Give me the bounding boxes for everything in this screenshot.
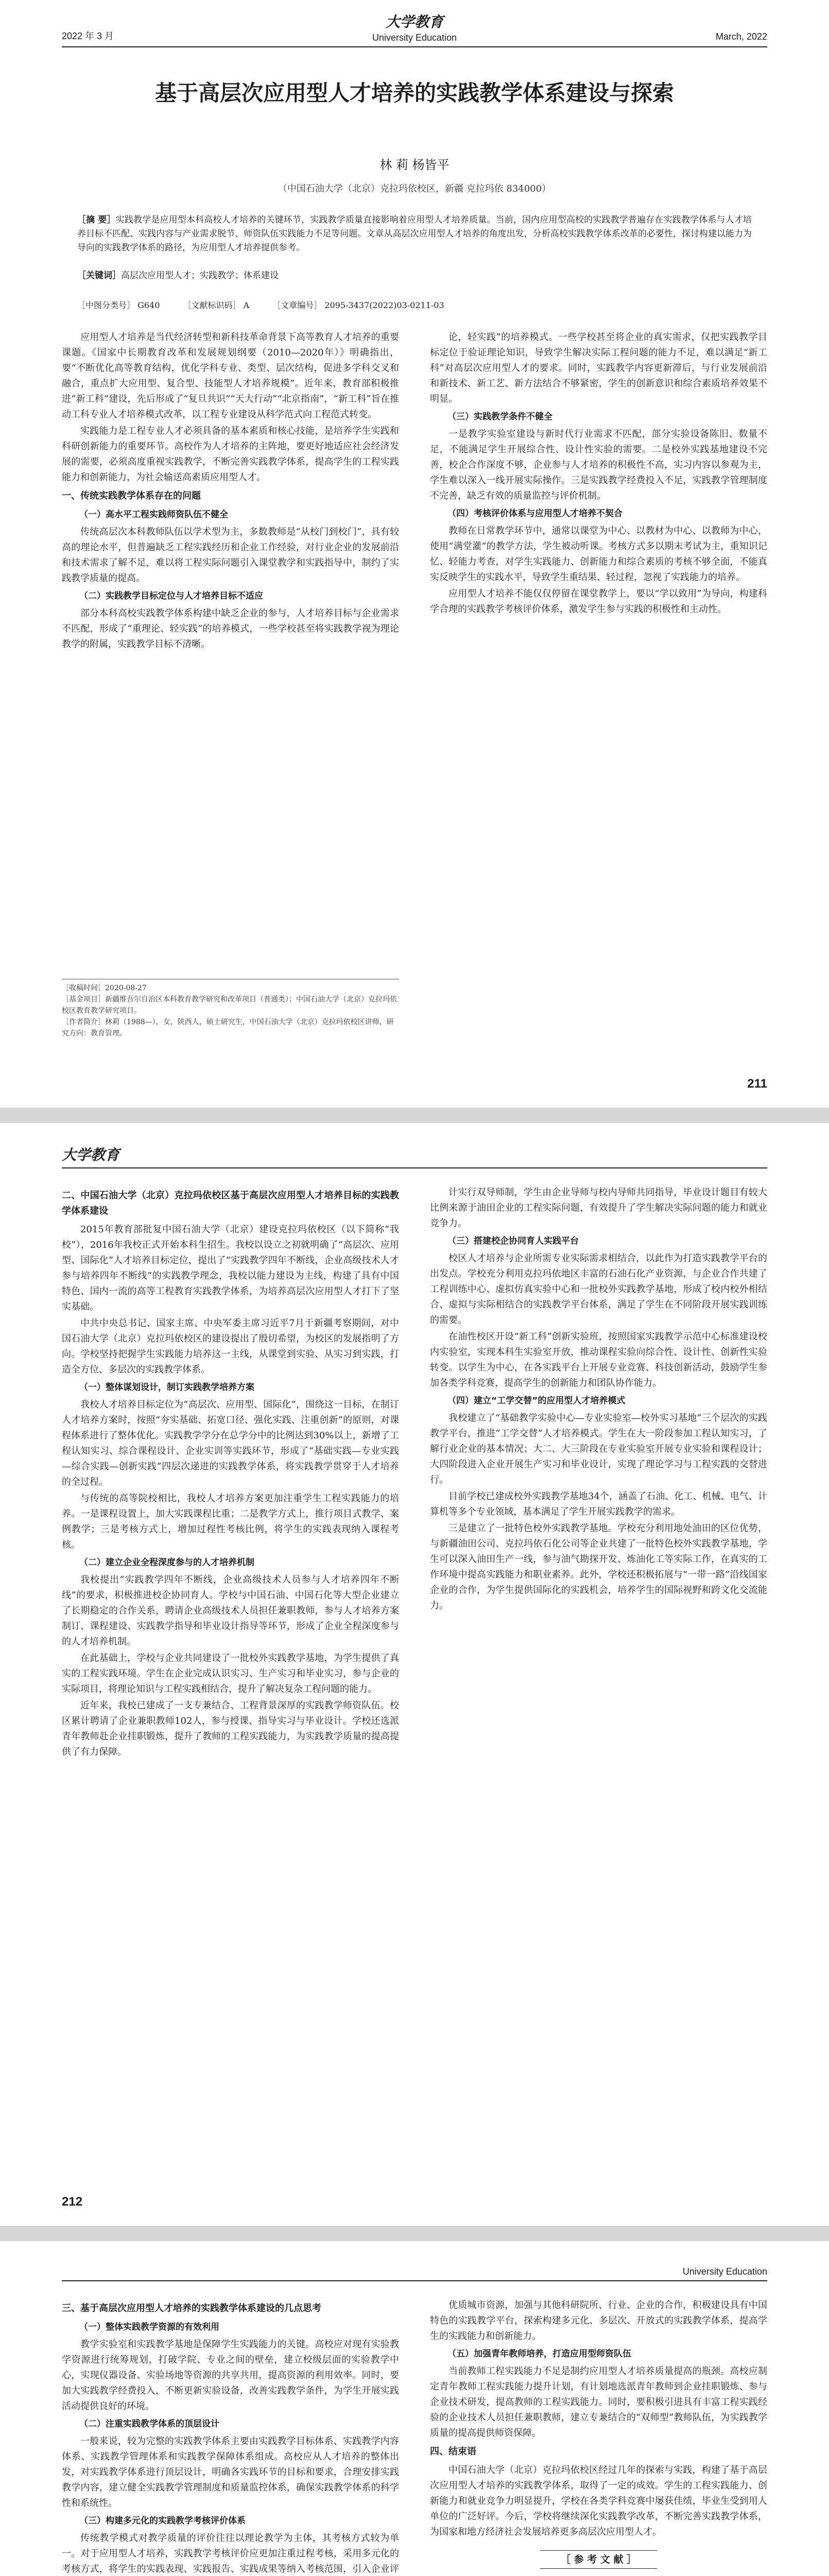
subsection-heading: （一）高水平工程实践师资队伍不健全 (79, 510, 228, 520)
running-header (62, 2256, 767, 2281)
references-heading: ［ 参 考 文 献 ］ (430, 2550, 767, 2569)
paragraph: 计实行双导师制，学生由企业导师与校内导师共同指导，毕业设计题目有较大比例来源于油田企业的工程实际问题，有效提升了学生解决实际问题的能力和就业竞争力。 (430, 1187, 767, 1229)
paragraph: 当前教师工程实践能力不足是制约应用型人才培养质量提高的瓶颈。高校应制定青年教师工程实践能力提升计划，有计划地选派青年教师到企业挂职锻炼、参与企业技术研发，提高教师的工程实践能力。同时，要积极引进具有丰富工程实践经验的企业技术人员担任兼职教师，建立专兼结合的“双师型”教师队伍，为实践教学质量的提高提供师资保障。 (430, 2366, 767, 2438)
abstract (77, 213, 752, 255)
paragraph: 在油性校区开设“新工科”创新实验班，按照国家实践教学示范中心标准建设校内实验室，实现本科生实验室开放，推动课程实验向综合性、设计性、创新性实验转变。以学生为中心，在各实践平台上开展专业竞赛、科技创新活动，鼓励学生参加各类学科竞赛，提高学生的创新能力和团队协作能力。 (430, 1331, 767, 1388)
page-number: 212 (62, 2195, 83, 2209)
section-heading: 一、传统实践教学体系存在的问题 (62, 490, 201, 501)
subsection-heading: （四）考核评价体系与应用型人才培养不契合 (447, 509, 623, 519)
abstract-label: ［摘 要］ (77, 215, 116, 225)
reference-item (430, 2574, 767, 2576)
doc-code: ［文献标识码］ A (183, 300, 250, 310)
paragraph: 优质城市资源，加强与其他科研院所、行业、企业的合作，积极建设具有中国特色的实践教学平台，探索构建多元化、多层次、开放式的实践教学体系，提高学生的实践能力和创新能力。 (430, 2300, 767, 2342)
journal-logo: 大学教育 (385, 13, 443, 30)
subsection-heading: （二）注重实践教学体系的顶层设计 (79, 2419, 219, 2429)
paragraph: 一般来说，较为完整的实践教学体系主要由实践教学目标体系、实践教学内容体系、实践教学管理体系和实践教学保障体系组成。高校应从人才培养的整体出发，对实践教学体系进行顶层设计，明确各实践环节的目标和要求，合理安排实践教学内容，建立健全实践教学管理制度和质量监控体系，确保实践教学体系的科学性和系统性。 (62, 2436, 399, 2509)
keywords-label: ［关键词］ (77, 270, 121, 281)
paragraph: 部分本科高校实践教学体系构建中缺乏企业的参与，人才培养目标与企业需求不匹配，形成了“重理论、轻实践”的培养模式，一些学校甚至将实践教学视为理论教学的附属，实践教学目标不清晰。 (62, 608, 399, 650)
body-column-left (62, 1185, 399, 1761)
running-header (62, 14, 767, 47)
paragraph: 中共中央总书记、国家主席、中央军委主席习近平7月于新疆考察期间，对中国石油大学（北京）克拉玛依校区的建设提出了殷切希望，为校区的发展指明了方向。学校坚持把握学生实践能力培养这一主线，从课堂到实验、从实习到实践，打造全方位、多层次的实践教学体系。 (62, 1318, 399, 1375)
paragraph: 与传统的高等院校相比，我校人才培养方案更加注重学生工程实践能力的培养。一是课程设置上，加大实践课程比重；二是教学方式上，推行项目式教学、案例教学；三是考核方式上，增加过程性考核比例，将学生的实践表现纳入课程考核。 (62, 1493, 399, 1550)
journal-name-en: University Education (682, 2266, 767, 2277)
paragraph: 我校提出“实践教学四年不断线，企业高级技术人员参与人才培养四年不断线”的要求，积极推进校企协同育人。学校与中国石油、中国石化等大型企业建立了长期稳定的合作关系，聘请企业高级技术人员担任兼职教师，参与人才培养方案制订、课程建设、实践教学指导和毕业设计指导等环节，形成了企业全程深度参与的人才培养机制。 (62, 1574, 399, 1647)
article-authors: 林 莉 杨皆平 (379, 158, 450, 172)
paragraph: 在此基础上，学校与企业共同建设了一批校外实践教学基地，为学生提供了真实的工程实践环境。学生在企业完成认识实习、生产实习和毕业实习，参与企业的实际项目，将理论知识与工程实践相结合，提升了解决复杂工程问题的能力。 (62, 1653, 399, 1694)
body-column-right (430, 2298, 767, 2576)
clc-number: ［中图分类号］ G640 (77, 300, 160, 310)
article-id: ［文章编号］ 2095-3437(2022)03-0211-03 (272, 300, 444, 310)
page-number: 211 (747, 1077, 767, 1091)
subsection-heading: （五）加强青年教师培养，打造应用型师资队伍 (447, 2349, 631, 2359)
page-212 (0, 1123, 829, 2226)
body-column-right-text (430, 2298, 767, 2540)
subsection-heading: （二）实践教学目标定位与人才培养目标不适应 (79, 591, 263, 601)
subsection-heading: （二）建立企业全程深度参与的人才培养机制 (79, 1557, 254, 1568)
paragraph: 2015年教育部批复中国石油大学（北京）建设克拉玛依校区（以下简称“我校”），2016年我校正式开始本科生招生。我校以设立之初就明确了“高层次、应用型、国际化”人才培养目标定位，提出了“实践教学四年不断线，企业高级技术人才参与培养四年不断线”的实践教学理念，我校以能力建设为主线，构建了具有中国特色、国内一流的高等工程教育实践教学体系，为培养高层次应用型人才打下了坚实基础。 (62, 1224, 399, 1312)
footnote-line: ［作者简介］林莉（1988—），女，陕西人，硕士研究生，中国石油大学（北京）克拉玛依校区讲师，研究方向：教育管理。 (62, 1018, 394, 1038)
paragraph: 我校人才培养目标定位为“高层次、应用型、国际化”，围绕这一目标，在制订人才培养方案时，按照“夯实基础、拓宽口径、强化实践、注重创新”的原则，对课程体系进行了整体优化。实践教学学分在总学分中的比例达到30%以上，新增了工程认知实习、综合课程设计、企业实训等实践环节，形成了“基础实践—专业实践—综合实践—创新实践”四层次递进的实践教学体系，将实践教学贯穿于人才培养的全过程。 (62, 1399, 399, 1487)
page-211 (0, 0, 829, 1108)
subsection-heading: （三）构建多元化的实践教学考核评价体系 (79, 2516, 246, 2526)
article-title: 基于高层次应用型人才培养的实践教学体系建设与探索 (154, 80, 674, 106)
section-heading: 三、基于高层次应用型人才培养的实践教学体系建设的几点思考 (62, 2303, 321, 2314)
abstract-text: 实践教学是应用型本科高校人才培养的关键环节，实践教学质量直接影响着应用型人才培养质量。当前，国内应用型高校的实践教学普遍存在实践教学体系与人才培养目标不匹配、实践内容与产业需求脱节、师资队伍实践能力不足等问题。文章从高层次应用型人才培养的角度出发，分析高校实践教学体系改革的必要性，探讨构建以能力为导向的实践教学体系的路径，为应用型人才培养提供参考。 (77, 215, 752, 253)
journal-logo: 大学教育 (62, 1146, 120, 1163)
subsection-heading: （三）实践教学条件不健全 (447, 412, 552, 422)
paragraph: 目前学校已建成校外实践教学基地34个，涵盖了石油、化工、机械、电气、计算机等多个专业领域，基本满足了学生开展实践教学的需求。 (430, 1491, 767, 1517)
paragraph: 中国石油大学（北京）克拉玛依校区经过几年的探索与实践，构建了基于高层次应用型人才培养的实践教学体系，取得了一定的成效。学生的工程实践能力、创新能力和就业竞争力明显提升，学校在各类学科竞赛中屡获佳绩，毕业生受到用人单位的广泛好评。今后，学校将继续深化实践教学改革，不断完善实践教学体系，为国家和地方经济社会发展培养更多高层次应用型人才。 (430, 2465, 767, 2537)
paragraph: 传统教学模式对教学质量的评价往往以理论教学为主体，其考核方式较为单一。对于应用型人才培养，实践教学考核评价应更加注重过程考核，采用多元化的考核方式，将学生的实践表现、实践报告、实践成果等纳入考核范围，引入企业评 (62, 2533, 399, 2574)
issue-date: 2022 年 3 月 (62, 31, 114, 41)
reference-list (430, 2574, 767, 2576)
footnote (62, 979, 399, 1039)
subsection-heading: （三）搭建校企协同育人实践平台 (447, 1236, 579, 1246)
paragraph: 近年来，我校已建成了一支专兼结合、工程背景深厚的实践教学师资队伍。校区累计聘请了企业兼职教师102人，参与授课、指导实习与毕业设计。学校还选派青年教师赴企业挂职锻炼，提升了教师的工程实践能力，为实践教学质量的提高提供了有力保障。 (62, 1700, 399, 1757)
paragraph: 应用型人才培养是当代经济转型和新科技革命背景下高等教育人才培养的重要课题。《国家中长期教育改革和发展规划纲要（2010—2020年）》明确指出，要“不断优化高等教育结构，优化学科专业、类型、层次结构，促进多学科交叉和融合，重点扩大应用型、复合型、技能型人才培养规模”。近年来，教育部积极推进“新工科”建设，先后形成了“复旦共识”“天大行动”“北京指南”，“新工科”旨在推动工科专业人才培养模式改革，以工程专业建设从科学范式向工程范式转变。 (62, 332, 399, 420)
paragraph: 传统高层次本科教师队伍以学术型为主，多数教师是“从校门到校门”，具有较高的理论水平，但普遍缺乏工程实践经历和企业工作经验，对行业企业的发展前沿和技术需求了解不足，难以将工程实际问题引入课堂教学和实践指导中，制约了实践教学质量的提高。 (62, 527, 399, 584)
paragraph: 实践能力是工程专业人才必须具备的基本素质和核心技能，是培养学生实践和科研创新能力的重要环节。高校作为人才培养的主阵地，要更好地适应社会经济发展的需要，必须高度重视实践教学，不断完善实践教学体系，提高学生的工程实践能力和创新能力，为社会输送高素质应用型人才。 (62, 426, 399, 483)
paragraph: 一是教学实验室建设与新时代行业需求不匹配，部分实验设备陈旧、数量不足，不能满足学生开展综合性、设计性实验的需要。二是校外实践基地建设不完善，校企合作深度不够，企业参与人才培养的积极性不高，实习内容以参观为主，学生难以深入一线开展实际操作。三是实践教学经费投入不足，实践教学管理制度不完善，缺乏有效的质量监控与评价机制。 (430, 429, 767, 501)
subsection-heading: （一）整体谋划设计，制订实践教学培养方案 (79, 1382, 254, 1393)
section-heading: 二、中国石油大学（北京）克拉玛依校区基于高层次应用型人才培养目标的实践教学体系建设 (62, 1190, 399, 1216)
footnote-line: ［收稿时间］2020-08-27 (62, 984, 147, 992)
author-affiliation: （中国石油大学（北京）克拉玛依校区，新疆 克拉玛依 834000） (278, 183, 551, 194)
body-column-left (62, 2298, 399, 2576)
running-header (62, 1138, 767, 1168)
page-213 (0, 2241, 829, 2576)
issue-date-en: March, 2022 (715, 31, 767, 42)
body-column-right (430, 330, 767, 618)
subsection-heading: （四）建立“工学交替”的应用型人才培养模式 (447, 1396, 626, 1406)
footnote-line: ［基金项目］新疆维吾尔自治区本科教育教学研究和改革项目（普通类）；中国石油大学（北京）克拉玛依校区教育教学研究项目。 (62, 995, 397, 1015)
keywords-text: 高层次应用型人才；实践教学；体系建设 (121, 270, 279, 281)
paragraph: 教师在日常教学环节中，通常以课堂为中心、以教材为中心、以教师为中心，使用“满堂灌”的教学方法，学生被动听课。考核方式多以期末考试为主，重知识记忆、轻能力考查，对学生实践能力、创新能力和综合素质的考核不够全面，不能真实反映学生的实践水平，导致学生重结果、轻过程，忽视了实践能力的培养。 (430, 526, 767, 583)
paragraph: 论，轻实践”的培养模式。一些学校甚至将企业的真实需求，仅把实践教学目标定位于验证理论知识，导致学生解决实际工程问题的能力不足，难以满足“新工科”对高层次应用型人才的要求。同时，实践教学内容更新滞后，与行业发展前沿和新技术、新工艺、新方法结合不够紧密，学生的创新意识和综合素质培养效果不明显。 (430, 332, 767, 404)
body-column-left (62, 330, 399, 653)
paragraph: 教学实验室和实践教学基地是保障学生实践能力的关键。高校应对现有实验教学资源进行统筹规划，打破学院、专业之间的壁垒，建立校级层面的实验教学中心，实现仪器设备、实验场地等资源的共享共用，提高资源的利用效率。同时，要加大实践教学经费投入，不断更新实验设备，改善实践教学条件，为学生开展实践活动提供良好的环境。 (62, 2339, 399, 2412)
paragraph: 校区人才培养与企业所需专业实际需求相结合，以此作为打造实践教学平台的出发点。学校充分利用克拉玛依地区丰富的石油石化产业资源，与企业合作共建了工程训练中心、虚拟仿真实验中心和一批校外实践教学基地，形成了校内校外相结合、虚拟与实际相结合的实践教学平台体系，满足了学生在不同阶段开展实践训练的需要。 (430, 1253, 767, 1326)
paragraph: 应用型人才培养不能仅仅停留在课堂教学上，要以“学以致用”为导向，构建科学合理的实践教学考核评价体系，激发学生参与实践的积极性和主动性。 (430, 588, 767, 615)
section-heading: 四、结束语 (430, 2446, 476, 2457)
paragraph: 三是建立了一批特色校外实践教学基地。学校充分利用地处油田的区位优势，与新疆油田公司、克拉玛依石化公司等企业共建了一批特色校外实践教学基地，学生可以深入油田生产一线，参与油气勘探开发、炼油化工等实际工作，在真实的工作环境中提高实践能力和职业素养。此外，学校还积极拓展与“一带一路”沿线国家企业的合作，为学生提供国际化的实践机会，培养学生的国际视野和跨文化交流能力。 (430, 1523, 767, 1611)
journal-name-en: University Education (372, 32, 457, 43)
body-column-right (430, 1185, 767, 1615)
subsection-heading: （一）整体实践教学资源的有效利用 (79, 2322, 219, 2332)
article-meta (77, 299, 752, 311)
paragraph: 我校建立了“基础教学实验中心—专业实验室—校外实习基地”三个层次的实践教学平台，推进“工学交替”人才培养模式。学生在大一阶段参加工程认知实习，了解行业企业的基本情况；大二、大三阶段在专业实验室开展专业实验和课程设计；大四阶段进入企业开展生产实习和毕业设计，实现了理论学习与工程实践的交替进行。 (430, 1413, 767, 1485)
keywords (77, 269, 752, 282)
